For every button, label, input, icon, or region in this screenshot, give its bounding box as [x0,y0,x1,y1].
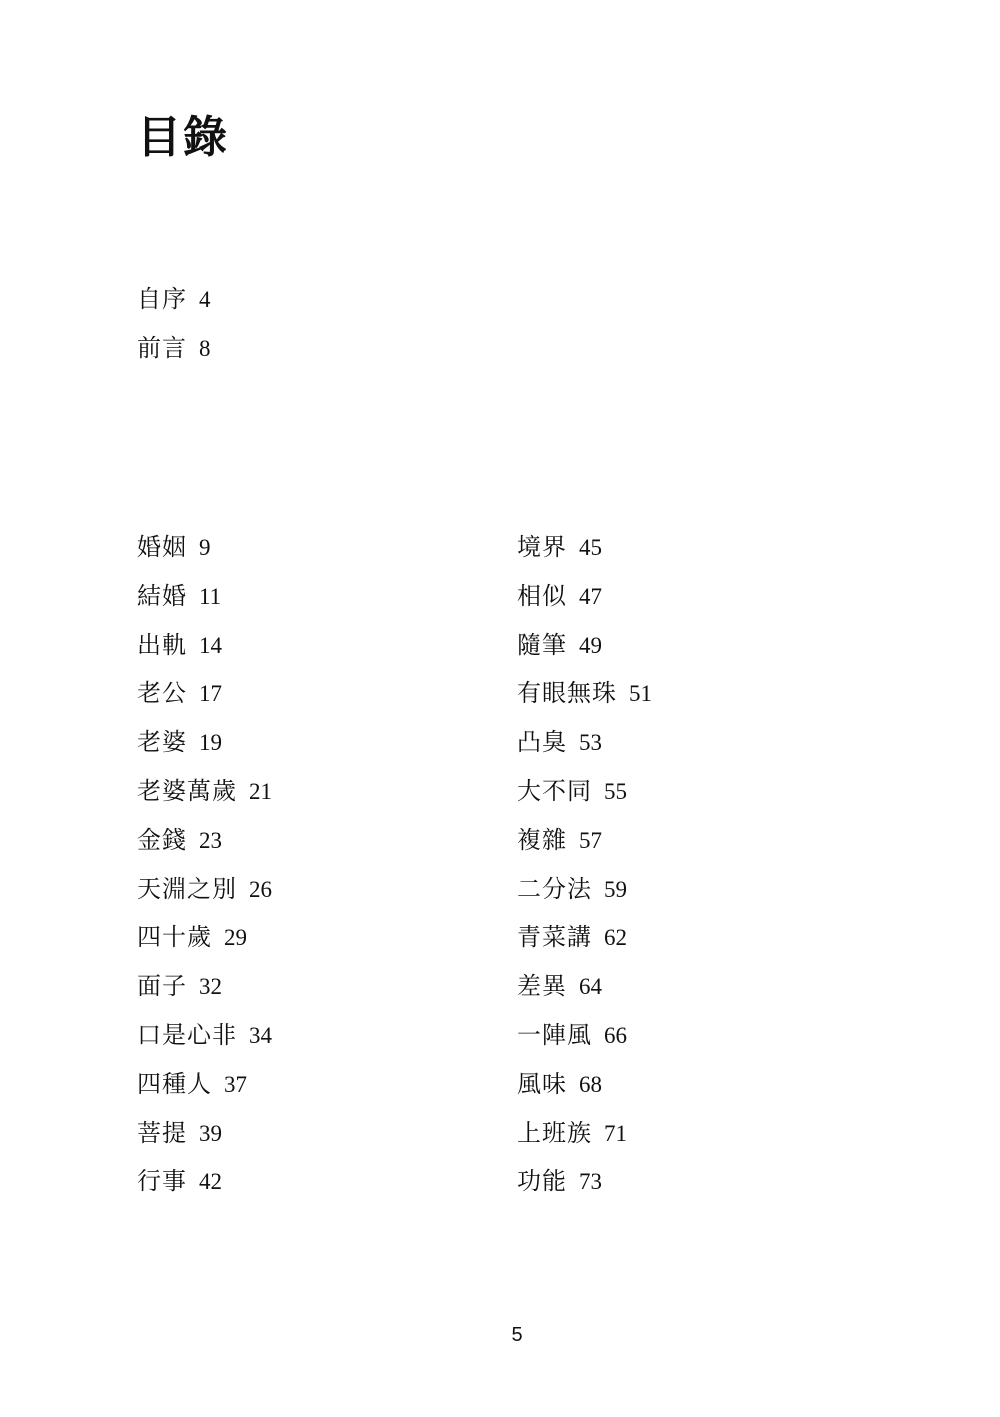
toc-entry-page: 39 [199,1120,222,1146]
toc-entry-title: 自序 [137,285,187,313]
toc-entry[interactable] [137,725,272,774]
toc-entry-title: 四十歲 [137,923,212,952]
toc-entry-page: 64 [579,974,602,1000]
toc-entry[interactable] [517,1018,652,1067]
toc-entry-title: 上班族 [517,1118,592,1147]
front-matter-list [137,282,211,380]
toc-entry-page: 4 [199,287,211,312]
toc-entry-page: 57 [579,827,602,853]
toc-entry-page: 71 [604,1120,627,1146]
toc-entry-page: 34 [249,1022,272,1048]
toc-entry[interactable] [517,969,652,1018]
toc-entry-title: 金錢 [137,825,187,854]
toc-entry-page: 32 [199,974,222,1000]
toc-entry-title: 婚姻 [137,533,187,561]
toc-entry-page: 59 [604,876,627,902]
page-title: 目錄 [137,112,229,163]
toc-entry[interactable] [517,1116,652,1165]
toc-entry-title: 境界 [517,533,567,561]
toc-entry-page: 68 [579,1071,602,1097]
toc-entry-page: 8 [199,335,211,361]
toc-entry-page: 17 [199,681,222,707]
toc-entry[interactable] [137,774,272,823]
toc-entry-page: 14 [199,632,222,658]
toc-entry[interactable] [517,676,652,725]
toc-entry-title: 隨筆 [517,630,567,659]
toc-entry[interactable] [137,676,272,725]
toc-right-column [517,530,652,1213]
toc-entry-page: 26 [249,876,272,902]
toc-entry[interactable] [137,628,272,677]
toc-entry-page: 73 [579,1169,602,1195]
toc-entry-title: 前言 [137,333,187,362]
toc-entry-title: 四種人 [137,1069,212,1098]
toc-entry-title: 菩提 [137,1118,187,1147]
toc-entry[interactable] [137,1067,272,1116]
toc-entry-title: 二分法 [517,874,592,903]
toc-entry-title: 差異 [517,972,567,1001]
toc-entry[interactable] [517,579,652,628]
toc-entry-page: 55 [604,778,627,804]
toc-entry-title: 風味 [517,1069,567,1098]
toc-entry-page: 66 [604,1022,627,1048]
toc-entry-title: 有眼無珠 [517,679,617,708]
toc-entry-title: 口是心非 [137,1020,237,1049]
toc-entry[interactable] [517,1067,652,1116]
toc-entry-page: 11 [199,583,222,609]
toc-entry[interactable] [517,530,652,579]
toc-entry-title: 老婆 [137,728,187,757]
toc-entry-page: 45 [579,535,602,560]
toc-entry-page: 21 [249,778,272,804]
toc-entry[interactable] [137,969,272,1018]
toc-entry-page: 42 [199,1169,222,1195]
toc-entry-page: 62 [604,925,627,951]
toc-left-column [137,530,272,1213]
toc-entry-page: 37 [224,1071,247,1097]
toc-entry[interactable] [137,920,272,969]
toc-entry[interactable] [137,1018,272,1067]
toc-entry[interactable] [517,823,652,872]
toc-entry-page: 53 [579,730,602,756]
toc-entry-page: 51 [629,681,652,707]
toc-entry-title: 大不同 [517,776,592,805]
toc-entry-page: 47 [579,583,602,609]
toc-entry[interactable] [517,628,652,677]
toc-entry-page: 49 [579,632,602,658]
toc-entry[interactable] [137,872,272,921]
toc-entry-title: 一陣風 [517,1020,592,1049]
page-number: 5 [511,1324,523,1346]
toc-entry-page: 23 [199,827,222,853]
toc-entry-title: 老婆萬歲 [137,776,237,805]
toc-entry[interactable] [137,282,211,331]
toc-entry[interactable] [517,1164,652,1213]
toc-entry-title: 天淵之別 [137,874,237,903]
toc-entry[interactable] [517,872,652,921]
toc-entry-title: 相似 [517,581,567,610]
toc-entry[interactable] [137,331,211,380]
toc-entry[interactable] [517,725,652,774]
toc-entry-title: 出軌 [137,630,187,659]
toc-entry-title: 複雜 [517,825,567,854]
toc-entry-title: 結婚 [137,581,187,610]
toc-entry-title: 功能 [517,1167,567,1196]
toc-entry[interactable] [517,920,652,969]
toc-entry-page: 29 [224,925,247,951]
toc-entry-title: 面子 [137,972,187,1001]
toc-entry[interactable] [137,1116,272,1165]
toc-entry-page: 9 [199,535,211,560]
toc-entry-title: 凸臭 [517,728,567,757]
toc-entry[interactable] [137,823,272,872]
toc-entry[interactable] [137,1164,272,1213]
toc-entry-title: 行事 [137,1167,187,1196]
toc-entry-title: 青菜講 [517,923,592,952]
toc-entry[interactable] [517,774,652,823]
toc-entry[interactable] [137,579,272,628]
toc-entry-page: 19 [199,730,222,756]
toc-entry[interactable] [137,530,272,579]
toc-entry-title: 老公 [137,679,187,708]
